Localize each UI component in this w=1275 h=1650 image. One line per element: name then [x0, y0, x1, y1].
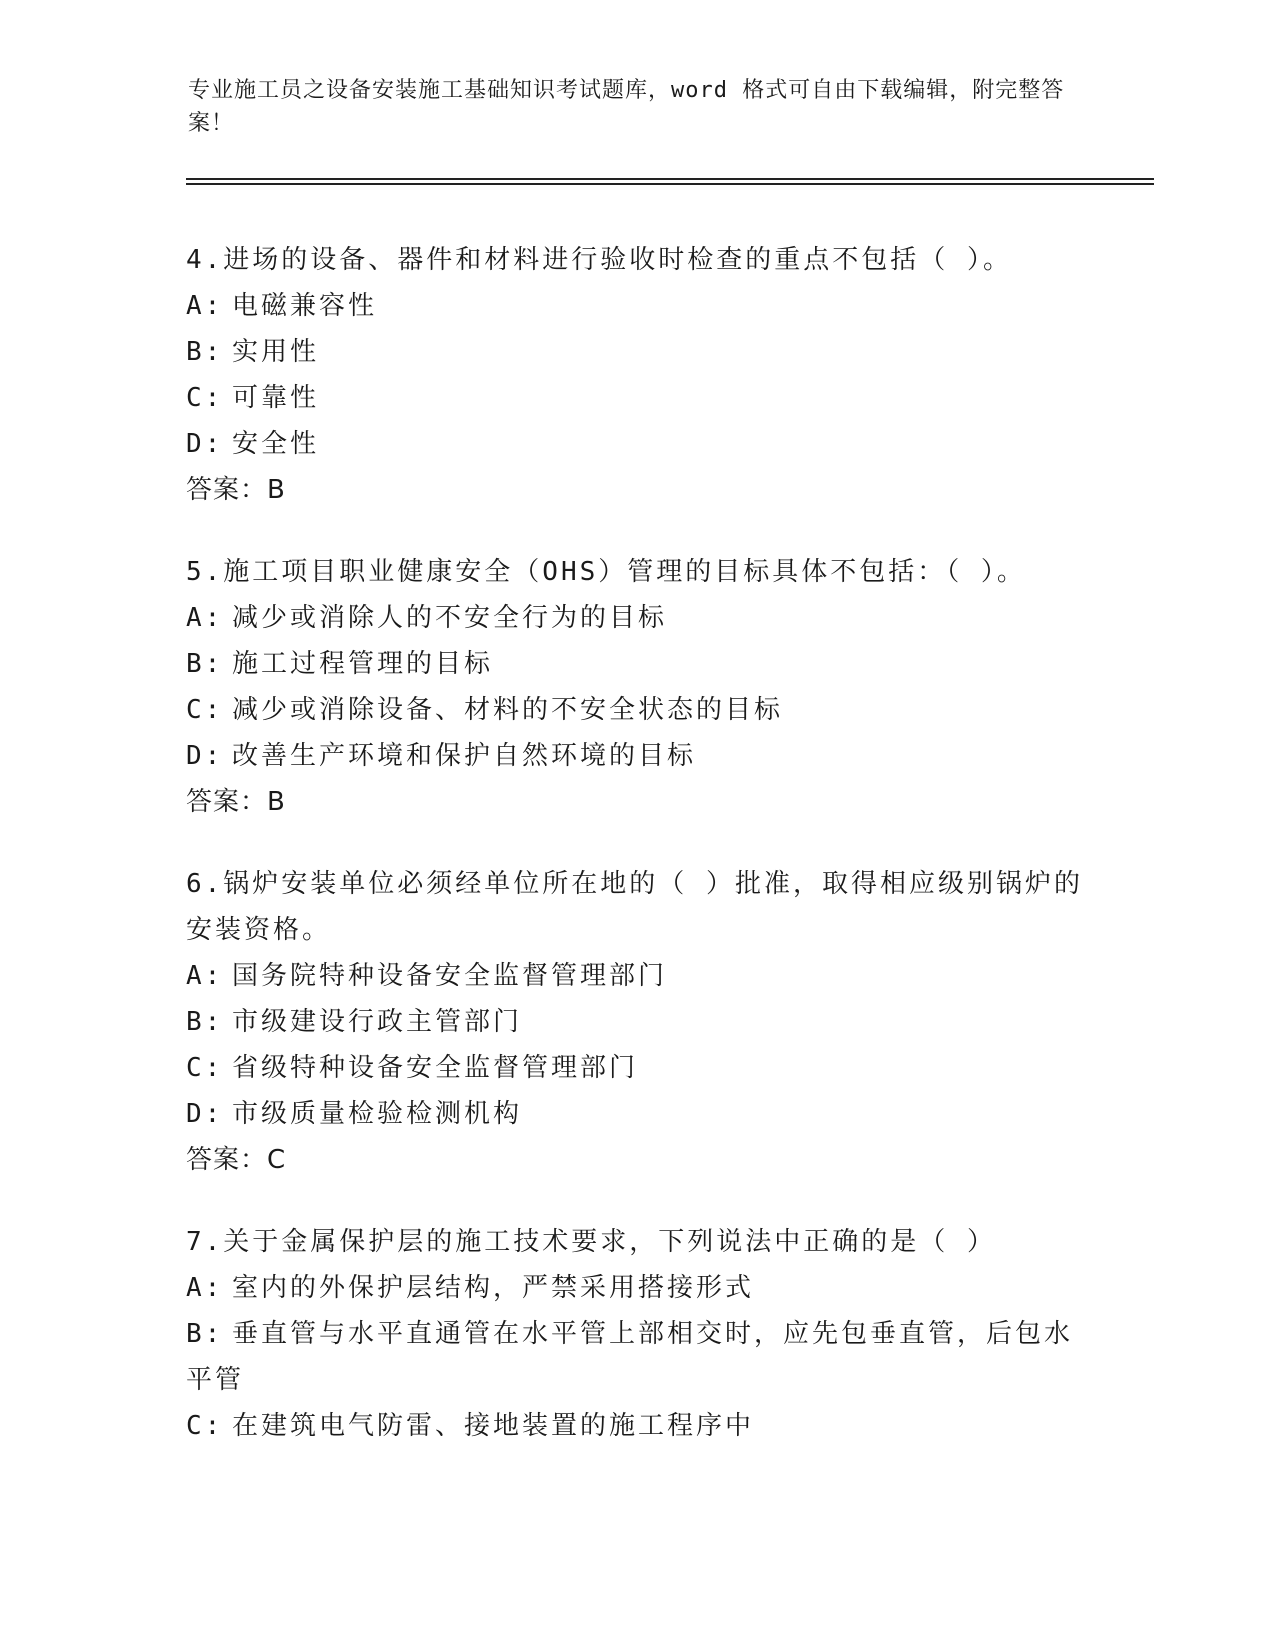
option-c: [186, 375, 1086, 421]
option-letter: A:: [186, 1273, 224, 1303]
option-text: 实用性: [232, 337, 320, 367]
option-a: [186, 953, 1086, 999]
option-text: 改善生产环境和保护自然环境的目标: [232, 741, 697, 771]
option-text: 市级建设行政主管部门: [232, 1007, 523, 1037]
question-4: [186, 237, 1086, 513]
header-divider-top: [186, 178, 1154, 180]
option-text: 施工过程管理的目标: [232, 649, 494, 679]
option-text: 市级质量检验检测机构: [232, 1099, 523, 1129]
option-text: 国务院特种设备安全监督管理部门: [232, 961, 668, 991]
question-5: [186, 549, 1086, 825]
option-text: 安全性: [232, 429, 320, 459]
answer-line: 答案：C: [186, 1145, 287, 1175]
option-letter: A:: [186, 961, 224, 991]
option-text: 减少或消除人的不安全行为的目标: [232, 603, 668, 633]
option-letter: B:: [186, 1319, 224, 1349]
option-text: 室内的外保护层结构，严禁采用搭接形式: [232, 1273, 755, 1303]
option-text: 垂直管与水平直通管在水平管上部相交时，应先包垂直管，后包水平管: [186, 1319, 1074, 1395]
question-list: [186, 237, 1086, 1485]
question-7: [186, 1219, 1086, 1449]
option-text: 省级特种设备安全监督管理部门: [232, 1053, 639, 1083]
option-text: 电磁兼容性: [232, 291, 378, 321]
option-letter: C:: [186, 695, 224, 725]
option-text: 可靠性: [232, 383, 320, 413]
answer-line: 答案：B: [186, 787, 286, 817]
option-a: [186, 283, 1086, 329]
option-c: [186, 1403, 1086, 1449]
question-stem: 4.进场的设备、器件和材料进行验收时检查的重点不包括（ ）。: [186, 245, 1012, 275]
question-stem: 7.关于金属保护层的施工技术要求，下列说法中正确的是（ ）: [186, 1227, 996, 1257]
question-stem: 6.锅炉安装单位必须经单位所在地的（ ）批准，取得相应级别锅炉的安装资格。: [186, 869, 1083, 945]
header-divider-bottom: [186, 183, 1154, 185]
option-b: [186, 641, 1086, 687]
question-stem: 5.施工项目职业健康安全（OHS）管理的目标具体不包括：（ ）。: [186, 557, 1026, 587]
option-a: [186, 1265, 1086, 1311]
option-d: [186, 421, 1086, 467]
option-d: [186, 1091, 1086, 1137]
question-6: [186, 861, 1086, 1183]
option-b: [186, 999, 1086, 1045]
option-d: [186, 733, 1086, 779]
option-letter: D:: [186, 741, 224, 771]
option-letter: B:: [186, 337, 224, 367]
option-letter: C:: [186, 1053, 224, 1083]
option-b: [186, 329, 1086, 375]
option-letter: D:: [186, 429, 224, 459]
option-a: [186, 595, 1086, 641]
option-b: [186, 1311, 1086, 1403]
option-letter: C:: [186, 383, 224, 413]
option-c: [186, 687, 1086, 733]
option-c: [186, 1045, 1086, 1091]
option-letter: B:: [186, 649, 224, 679]
option-letter: D:: [186, 1099, 224, 1129]
option-text: 在建筑电气防雷、接地装置的施工程序中: [232, 1411, 755, 1441]
answer-line: 答案：B: [186, 475, 286, 505]
option-text: 减少或消除设备、材料的不安全状态的目标: [232, 695, 784, 725]
option-letter: A:: [186, 291, 224, 321]
option-letter: C:: [186, 1411, 224, 1441]
option-letter: B:: [186, 1007, 224, 1037]
option-letter: A:: [186, 603, 224, 633]
document-header: 专业施工员之设备安装施工基础知识考试题库，word 格式可自由下载编辑，附完整答案！: [188, 78, 1065, 136]
